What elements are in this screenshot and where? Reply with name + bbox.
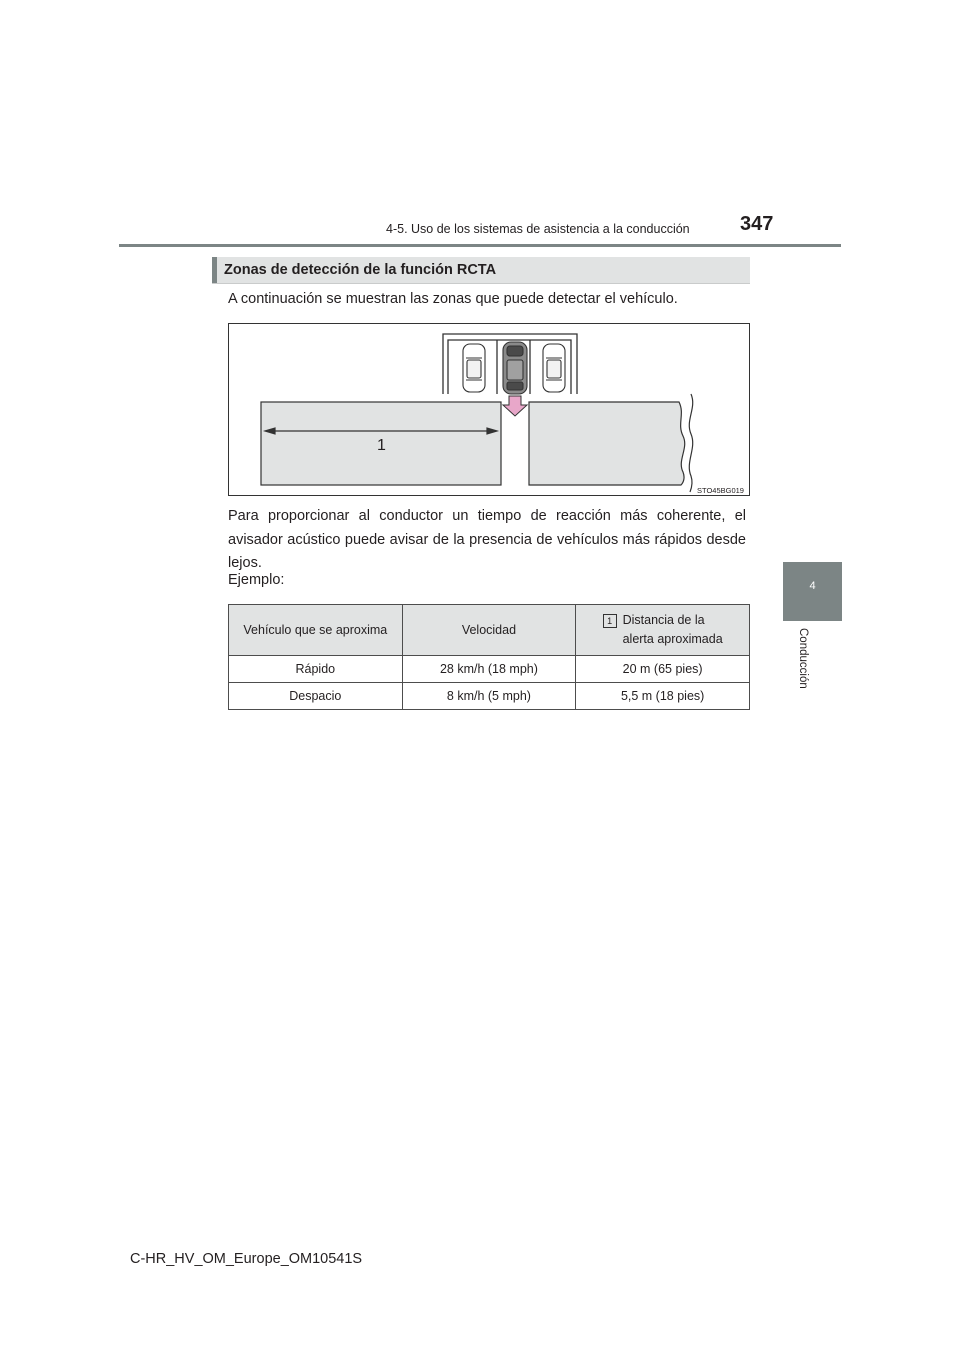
- footer-doc-code: C-HR_HV_OM_Europe_OM10541S: [130, 1251, 363, 1267]
- chapter-label: [797, 628, 813, 708]
- example-label: Ejemplo:: [228, 572, 285, 588]
- page-number: 347: [740, 213, 774, 235]
- header-distance-line2: alerta aproximada: [622, 632, 723, 646]
- chapter-number: 4: [809, 580, 816, 592]
- cell-distance: 20 m (65 pies): [576, 656, 750, 683]
- body-paragraph: Para proporcionar al conductor un tiempo de reacción más coherente, el avisador acústico puede avisar de la presencia de vehículos más rápidos desde lejos.: [228, 508, 746, 571]
- section-title-bar: [212, 257, 750, 284]
- section-title: Zonas de detección de la función RCTA: [224, 262, 497, 278]
- zone-continuation-mark: [689, 394, 692, 492]
- detection-zone-illustration: [229, 324, 751, 497]
- table-row: [229, 656, 750, 683]
- header-rule: [119, 244, 841, 247]
- running-header: 4-5. Uso de los sistemas de asistencia a la conducción: [386, 222, 690, 236]
- header-speed: Velocidad: [402, 605, 576, 656]
- chapter-tab: [783, 562, 842, 621]
- parked-car-left-icon: [463, 344, 485, 392]
- figure-code: STO45BG019: [697, 486, 744, 495]
- detection-zone-right: [529, 402, 685, 485]
- cell-vehicle: Rápido: [229, 656, 403, 683]
- table-header-row: [229, 605, 750, 656]
- header-distance-line1: Distancia de la: [622, 613, 705, 627]
- intro-text: A continuación se muestran las zonas que puede detectar el vehículo.: [228, 291, 678, 307]
- table-row: [229, 683, 750, 710]
- header-distance: [576, 605, 750, 656]
- own-car-icon: [503, 342, 527, 394]
- header-vehicle: Vehículo que se aproxima: [229, 605, 403, 656]
- reverse-arrow-icon: [503, 396, 527, 416]
- alert-distance-table: [228, 604, 750, 710]
- chapter-label-text: Conducción: [797, 628, 809, 689]
- cell-speed: 28 km/h (18 mph): [402, 656, 576, 683]
- callout-1: 1: [377, 437, 386, 454]
- cell-speed: 8 km/h (5 mph): [402, 683, 576, 710]
- distance-callout-badge: 1: [603, 614, 617, 628]
- parked-car-right-icon: [543, 344, 565, 392]
- cell-distance: 5,5 m (18 pies): [576, 683, 750, 710]
- cell-vehicle: Despacio: [229, 683, 403, 710]
- detection-zone-figure: [228, 323, 750, 496]
- section-title-accent: [212, 257, 217, 283]
